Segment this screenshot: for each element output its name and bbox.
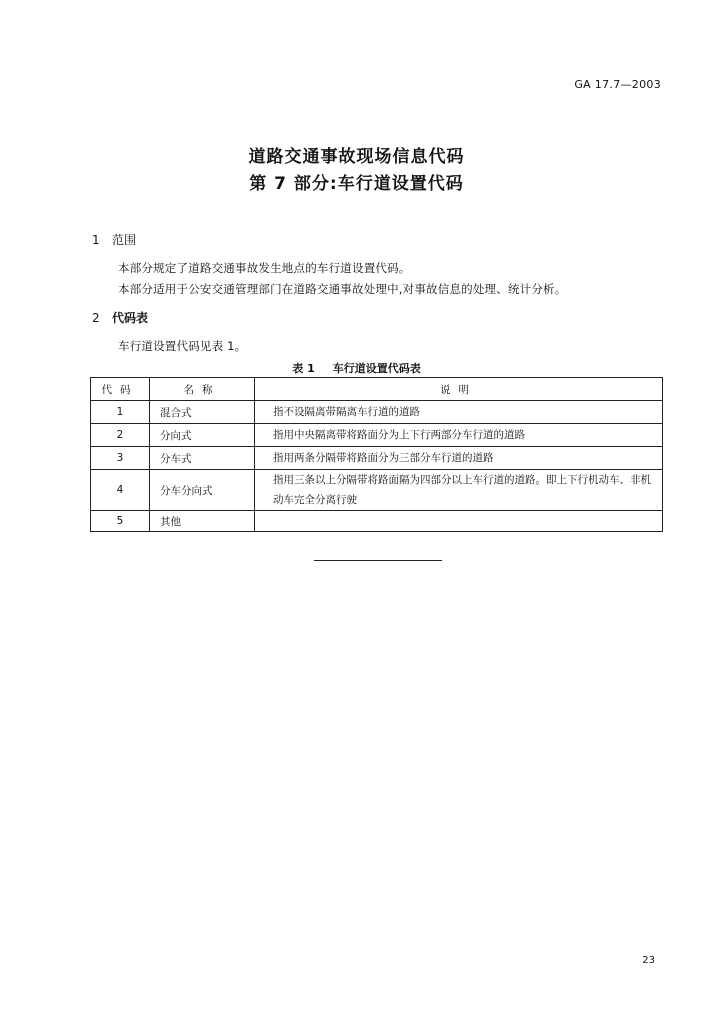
standard-code: GA 17.7—2003 <box>574 78 661 91</box>
table-caption-label: 表 1 <box>292 362 315 375</box>
header-code: 代码 <box>91 378 150 401</box>
table-header-row <box>91 378 663 401</box>
row-name: 分向式 <box>150 424 255 447</box>
row-code: 5 <box>91 511 150 532</box>
row-description: 指不设隔离带隔离车行道的道路 <box>255 401 663 424</box>
table-caption <box>0 360 713 376</box>
table-row <box>91 470 663 511</box>
table-row <box>91 401 663 424</box>
section-1-title: 范围 <box>112 233 137 247</box>
row-code: 3 <box>91 447 150 470</box>
row-name: 混合式 <box>150 401 255 424</box>
table-row <box>91 511 663 532</box>
row-description: 指用中央隔离带将路面分为上下行两部分车行道的道路 <box>255 424 663 447</box>
document-subtitle: 第 7 部分:车行道设置代码 <box>249 174 464 194</box>
section-1-paragraph-2: 本部分适用于公安交通管理部门在道路交通事故处理中,对事故信息的处理、统计分析。 <box>118 282 567 296</box>
row-name: 分车式 <box>150 447 255 470</box>
header-name: 名称 <box>150 378 255 401</box>
document-title: 道路交通事故现场信息代码 <box>248 147 465 167</box>
section-2-number: 2 <box>92 311 100 325</box>
header-description: 说明 <box>255 378 663 401</box>
row-code: 4 <box>91 470 150 511</box>
section-1-number: 1 <box>92 233 100 247</box>
page-number: 23 <box>642 955 655 966</box>
code-table <box>90 377 663 532</box>
section-2-paragraph: 车行道设置代码见表 1。 <box>118 339 247 353</box>
title-block <box>0 144 713 198</box>
section-1-paragraph-1: 本部分规定了道路交通事故发生地点的车行道设置代码。 <box>118 261 411 275</box>
table-row <box>91 424 663 447</box>
row-code: 2 <box>91 424 150 447</box>
row-description: 指用两条分隔带将路面分为三部分车行道的道路 <box>255 447 663 470</box>
row-code: 1 <box>91 401 150 424</box>
row-description <box>255 511 663 532</box>
row-description: 指用三条以上分隔带将路面隔为四部分以上车行道的道路。即上下行机动车、非机动车完全分离行驶 <box>255 470 663 511</box>
table-caption-title: 车行道设置代码表 <box>332 362 421 375</box>
section-2-heading <box>92 309 148 326</box>
row-name: 其他 <box>150 511 255 532</box>
end-of-document-rule <box>314 560 442 561</box>
row-name: 分车分向式 <box>150 470 255 511</box>
table-row <box>91 447 663 470</box>
section-1-heading <box>92 231 136 248</box>
section-2-title: 代码表 <box>112 311 149 325</box>
